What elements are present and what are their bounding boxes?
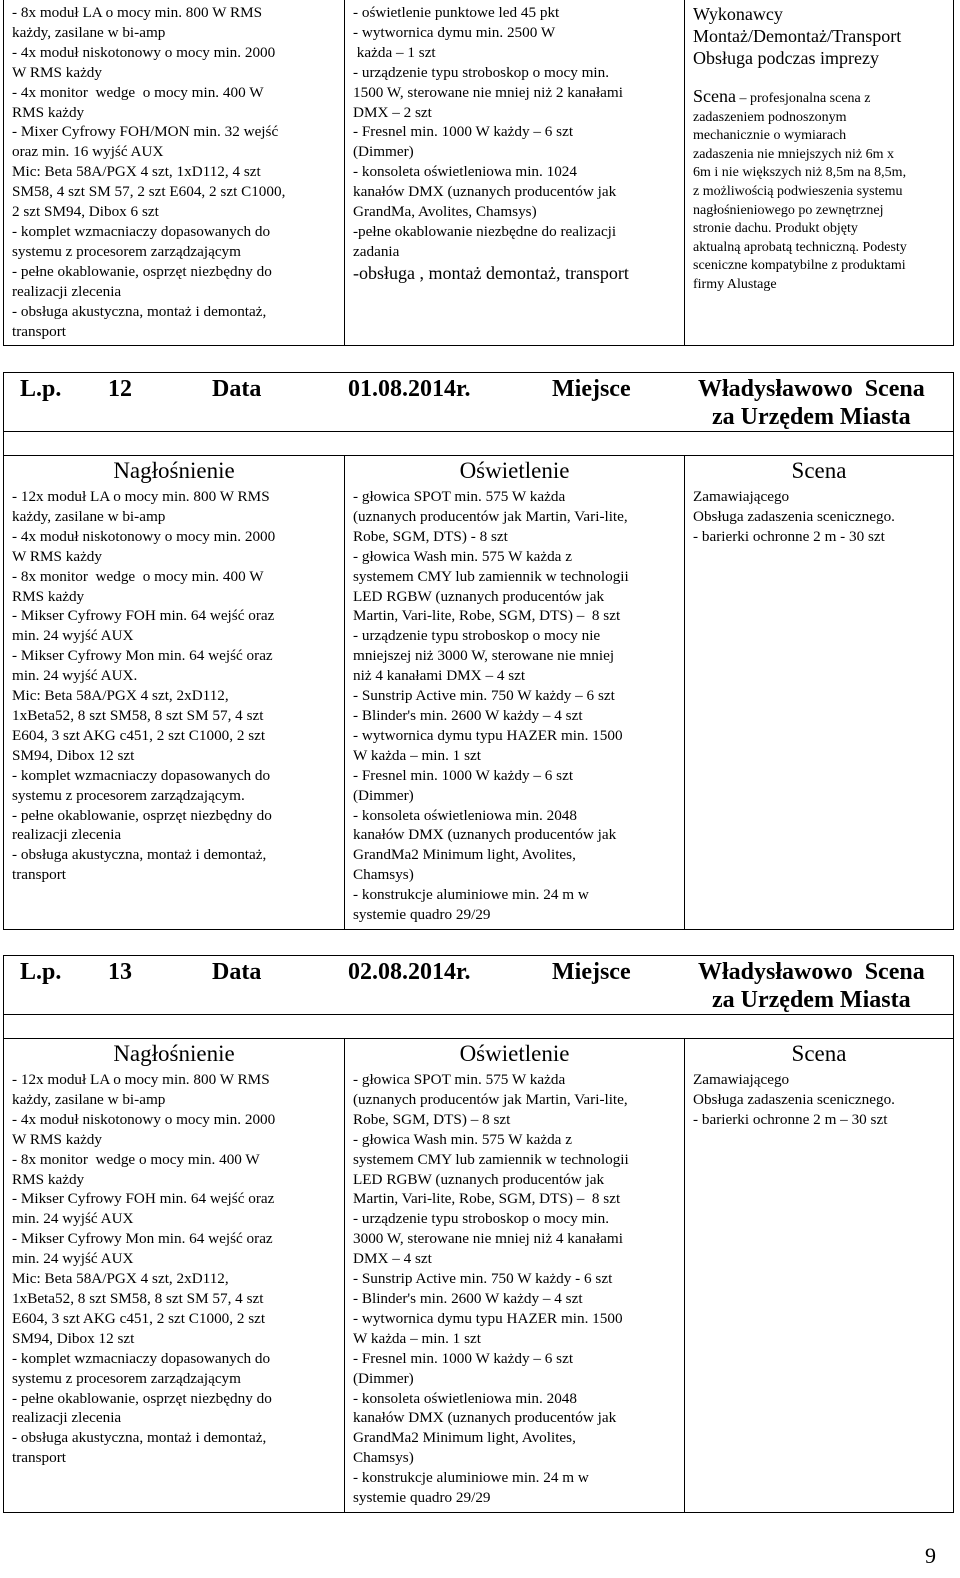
text-line: W RMS każdy — [12, 63, 102, 81]
entry-12-miejsce-label: Miejsce — [552, 376, 631, 402]
text-line: mechanicznie o wymiarach — [693, 128, 847, 144]
text-line: - wytwornica dymu typu HAZER min. 1500 — [353, 1309, 623, 1327]
entry-13-scena-lines — [693, 1070, 945, 1130]
text-line: kanałów DMX (uznanych producentów jak — [353, 1409, 617, 1427]
text-line: 1500 W, sterowane nie mniej niż 2 kanałami — [353, 83, 623, 101]
page-number: 9 — [925, 1543, 936, 1568]
text-line: - Mixer Cyfrowy FOH/MON min. 32 wejść — [12, 123, 279, 141]
entry-13-oswietlenie-cell — [345, 1067, 685, 1512]
text-line: RMS każdy — [12, 1170, 85, 1188]
text-line: - pełne okablowanie, osprzęt niezbędny do — [12, 806, 272, 824]
entry-13-scena-cell — [685, 1067, 954, 1512]
text-line: W każda – min. 1 szt — [353, 746, 481, 764]
text-line: SM94, Dibox 12 szt — [12, 1329, 135, 1347]
entry-12-header — [4, 373, 954, 432]
text-line: Chamsys) — [353, 1449, 414, 1467]
entry-12-lp-label: L.p. — [20, 376, 62, 402]
text-line: - pełne okablowanie, osprzęt niezbędny do — [12, 262, 272, 280]
text-line: SM58, 4 szt SM 57, 2 szt E604, 2 szt C1000, — [12, 183, 286, 201]
entry-13-date: 02.08.2014r. — [348, 959, 471, 985]
text-line: LED RGBW (uznanych producentów jak — [353, 587, 605, 605]
text-line: E604, 3 szt AKG c451, 2 szt C1000, 2 szt — [12, 1309, 266, 1327]
text-line: każda – 1 szt — [353, 43, 436, 61]
entry-12-blank-row — [4, 432, 954, 456]
text-line: - pełne okablowanie, osprzęt niezbędny do — [12, 1389, 272, 1407]
entry-12-table — [3, 372, 954, 930]
text-line: Martin, Vari-lite, Robe, SGM, DTS) – 8 szt — [353, 1190, 621, 1208]
text-line: kanałów DMX (uznanych producentów jak — [353, 183, 617, 201]
entry-13-data-label: Data — [212, 959, 262, 985]
text-line: Mic: Beta 58A/PGX 4 szt, 1xD112, 4 szt — [12, 163, 261, 181]
text-line: LED RGBW (uznanych producentów jak — [353, 1170, 605, 1188]
entry-12-oswietlenie-cell — [345, 484, 685, 929]
text-line: systemie quadro 29/29 — [353, 906, 491, 924]
top-oswietlenie-cell — [345, 0, 685, 346]
top-naglosnienie-cell — [4, 0, 345, 346]
entry-13-col-scena: Scena — [685, 1039, 954, 1068]
text-line: transport — [12, 1449, 66, 1467]
text-line: - wytwornica dymu min. 2500 W — [353, 23, 556, 41]
text-line: - urządzenie typu stroboskop o mocy min. — [353, 63, 610, 81]
text-line: - 8x monitor wedge o mocy min. 400 W — [12, 567, 264, 585]
entry-13-lp: 13 — [108, 959, 132, 985]
text-line: transport — [12, 866, 66, 884]
text-line: Chamsys) — [353, 866, 414, 884]
entry-13-col-naglosnienie: Nagłośnienie — [4, 1039, 345, 1068]
text-line: - obsługa akustyczna, montaż i demontaż, — [12, 846, 267, 864]
text-line: min. 24 wyjść AUX. — [12, 667, 138, 685]
top-scena-head — [693, 3, 945, 69]
text-line: - oświetlenie punktowe led 45 pkt — [353, 4, 560, 21]
text-line: Obsługa podczas imprezy — [693, 48, 879, 68]
top-oswietlenie-lines — [353, 3, 676, 262]
text-line: min. 24 wyjść AUX — [12, 1210, 134, 1228]
text-line: - Fresnel min. 1000 W każdy – 6 szt — [353, 1349, 574, 1367]
text-line: - głowica SPOT min. 575 W każda — [353, 488, 566, 505]
text-line: Zamawiającego — [693, 1071, 790, 1088]
text-line: - konstrukcje aluminiowe min. 24 m w — [353, 1469, 589, 1487]
top-scena-label: Scena — [693, 86, 736, 106]
text-line: - 4x monitor wedge o mocy min. 400 W — [12, 83, 264, 101]
entry-12-naglosnienie-cell — [4, 484, 345, 929]
text-line: (uznanych producentów jak Martin, Vari-lite, — [353, 507, 628, 525]
entry-13-oswietlenie-lines — [353, 1070, 676, 1508]
text-line: - wytwornica dymu typu HAZER min. 1500 — [353, 726, 623, 744]
text-line: oraz min. 16 wyjść AUX — [12, 143, 164, 161]
text-line: min. 24 wyjść AUX — [12, 627, 134, 645]
text-line: (Dimmer) — [353, 786, 414, 804]
text-line: - obsługa akustyczna, montaż i demontaż, — [12, 302, 267, 320]
text-line: - konstrukcje aluminiowe min. 24 m w — [353, 886, 589, 904]
text-line: systemie quadro 29/29 — [353, 1489, 491, 1507]
text-line: W RMS każdy — [12, 547, 102, 565]
text-line: - 8x moduł LA o mocy min. 800 W RMS — [12, 4, 263, 21]
text-line: SM94, Dibox 12 szt — [12, 746, 135, 764]
text-line: - barierki ochronne 2 m - 30 szt — [693, 527, 885, 545]
text-line: - Sunstrip Active min. 750 W każdy - 6 szt — [353, 1270, 613, 1288]
entry-13-miejsce-1: Władysławowo Scena — [698, 959, 925, 985]
text-line: Zamawiającego — [693, 488, 790, 505]
text-line: sceniczne kompatybilne z produktami — [693, 258, 906, 274]
entry-12-miejsce-1: Władysławowo Scena — [698, 376, 925, 402]
entry-12-col-scena: Scena — [685, 456, 954, 485]
text-line: zadaszenia nie mniejszych niż 6m x — [693, 146, 894, 162]
text-line: (uznanych producentów jak Martin, Vari-lite, — [353, 1090, 628, 1108]
text-line: - 12x moduł LA o mocy min. 800 W RMS — [12, 488, 270, 505]
text-line: -pełne okablowanie niezbędne do realizacji — [353, 222, 617, 240]
text-line: GrandMa2 Minimum light, Avolites, — [353, 1429, 576, 1447]
entry-12-data-label: Data — [212, 376, 262, 402]
entry-13-table — [3, 955, 954, 1513]
text-line: każdy, zasilane w bi-amp — [12, 1090, 166, 1108]
entry-12-miejsce-2: za Urzędem Miasta — [712, 404, 911, 430]
text-line: systemu z procesorem zarządzającym. — [12, 786, 245, 804]
text-line: 2 szt SM94, Dibox 6 szt — [12, 203, 159, 221]
text-line: - 12x moduł LA o mocy min. 800 W RMS — [12, 1071, 270, 1088]
text-line: niż 4 kanałami DMX – 4 szt — [353, 667, 526, 685]
text-line: transport — [12, 322, 66, 340]
text-line: - urządzenie typu stroboskop o mocy nie — [353, 627, 601, 645]
text-line: (Dimmer) — [353, 1369, 414, 1387]
text-line: Robe, SGM, DTS) – 8 szt — [353, 1110, 511, 1128]
text-line: realizacji zlecenia — [12, 1409, 122, 1427]
text-line: W RMS każdy — [12, 1130, 102, 1148]
text-line: E604, 3 szt AKG c451, 2 szt C1000, 2 szt — [12, 726, 266, 744]
text-line: Wykonawcy — [693, 4, 783, 24]
text-line: systemu z procesorem zarządzającym — [12, 242, 241, 260]
text-line: - Fresnel min. 1000 W każdy – 6 szt — [353, 123, 574, 141]
text-line: każdy, zasilane w bi-amp — [12, 507, 166, 525]
text-line: Montaż/Demontaż/Transport — [693, 26, 902, 46]
text-line: Mic: Beta 58A/PGX 4 szt, 2xD112, — [12, 687, 229, 705]
text-line: (Dimmer) — [353, 143, 414, 161]
entry-12-col-naglosnienie: Nagłośnienie — [4, 456, 345, 485]
entry-13-naglosnienie-lines — [12, 1070, 336, 1468]
text-line: - barierki ochronne 2 m – 30 szt — [693, 1110, 888, 1128]
text-line: - urządzenie typu stroboskop o mocy min. — [353, 1210, 610, 1228]
entry-12-oswietlenie-lines — [353, 487, 676, 925]
text-line: DMX – 4 szt — [353, 1250, 432, 1268]
text-line: - głowica Wash min. 575 W każda z — [353, 547, 572, 565]
text-line: 6m i nie większych niż 8,5m na 8,5m, — [693, 165, 907, 181]
entry-12-scena-cell — [685, 484, 954, 929]
text-line: Martin, Vari-lite, Robe, SGM, DTS) – 8 szt — [353, 607, 621, 625]
text-line: nagłośnieniowego po zewnętrznej — [693, 202, 884, 218]
text-line: W każda – min. 1 szt — [353, 1329, 481, 1347]
top-table — [3, 0, 954, 346]
entry-13-blank-row — [4, 1015, 954, 1039]
text-line: - komplet wzmacniaczy dopasowanych do — [12, 222, 271, 240]
top-oswietlenie-last: -obsługa , montaż demontaż, transport — [353, 262, 629, 283]
entry-12-lp: 12 — [108, 376, 132, 402]
entry-13-miejsce-2: za Urzędem Miasta — [712, 987, 911, 1013]
top-scena-first — [693, 85, 945, 109]
text-line: RMS każdy — [12, 103, 85, 121]
text-line: Obsługa zadaszenia scenicznego. — [693, 507, 895, 525]
text-line: min. 24 wyjść AUX — [12, 1250, 134, 1268]
text-line: - Fresnel min. 1000 W każdy – 6 szt — [353, 766, 574, 784]
text-line: realizacji zlecenia — [12, 826, 122, 844]
top-scena-lines — [693, 109, 945, 295]
text-line: mniejszej niż 3000 W, sterowane nie mniej — [353, 647, 615, 665]
text-line: - komplet wzmacniaczy dopasowanych do — [12, 1349, 271, 1367]
text-line: - konsoleta oświetleniowa min. 1024 — [353, 163, 577, 181]
text-line: Mic: Beta 58A/PGX 4 szt, 2xD112, — [12, 1270, 229, 1288]
text-line: - 8x monitor wedge o mocy min. 400 W — [12, 1150, 260, 1168]
text-line: - Mikser Cyfrowy Mon min. 64 wejść oraz — [12, 647, 273, 665]
entry-13-miejsce-label: Miejsce — [552, 959, 631, 985]
top-naglosnienie-lines — [12, 3, 336, 341]
text-line: systemem CMY lub zamiennik w technologii — [353, 1150, 629, 1168]
text-line: kanałów DMX (uznanych producentów jak — [353, 826, 617, 844]
text-line: realizacji zlecenia — [12, 282, 122, 300]
text-line: - 4x moduł niskotonowy o mocy min. 2000 — [12, 43, 276, 61]
entry-12-naglosnienie-lines — [12, 487, 336, 885]
text-line: - 4x moduł niskotonowy o mocy min. 2000 — [12, 1110, 276, 1128]
text-line: - Mikser Cyfrowy FOH min. 64 wejść oraz — [12, 1190, 275, 1208]
entry-13-lp-label: L.p. — [20, 959, 62, 985]
text-line: - głowica SPOT min. 575 W każda — [353, 1071, 566, 1088]
text-line: - konsoleta oświetleniowa min. 2048 — [353, 806, 577, 824]
entry-12-col-oswietlenie: Oświetlenie — [345, 456, 685, 485]
entry-12-date: 01.08.2014r. — [348, 376, 471, 402]
text-line: GrandMa, Avolites, Chamsys) — [353, 203, 537, 221]
text-line: - 4x moduł niskotonowy o mocy min. 2000 — [12, 527, 276, 545]
text-line: Obsługa zadaszenia scenicznego. — [693, 1090, 895, 1108]
text-line: - Blinder's min. 2600 W każdy – 4 szt — [353, 1289, 583, 1307]
text-line: zadaszeniem podnoszonym — [693, 109, 847, 125]
text-line: każdy, zasilane w bi-amp — [12, 23, 166, 41]
text-line: systemu z procesorem zarządzającym — [12, 1369, 241, 1387]
text-line: - komplet wzmacniaczy dopasowanych do — [12, 766, 271, 784]
entry-12-scena-lines — [693, 487, 945, 547]
text-line: zadania — [353, 242, 400, 260]
text-line: DMX – 2 szt — [353, 103, 432, 121]
text-line: - obsługa akustyczna, montaż i demontaż, — [12, 1429, 267, 1447]
text-line: aktualną aprobatą techniczną. Podesty — [693, 239, 907, 255]
entry-13-header — [4, 956, 954, 1015]
text-line: Robe, SGM, DTS) - 8 szt — [353, 527, 508, 545]
text-line: GrandMa2 Minimum light, Avolites, — [353, 846, 576, 864]
top-scena-first-text: – profesjonalna scena z — [735, 91, 871, 106]
text-line: stronie dachu. Produkt objęty — [693, 221, 858, 237]
text-line: firmy Alustage — [693, 276, 777, 292]
text-line: 1xBeta52, 8 szt SM58, 8 szt SM 57, 4 szt — [12, 1289, 264, 1307]
text-line: - Sunstrip Active min. 750 W każdy – 6 szt — [353, 687, 615, 705]
text-line: - Mikser Cyfrowy Mon min. 64 wejść oraz — [12, 1230, 273, 1248]
text-line: 3000 W, sterowane nie mniej niż 4 kanałami — [353, 1230, 623, 1248]
top-scena-cell — [685, 0, 954, 346]
text-line: - głowica Wash min. 575 W każda z — [353, 1130, 572, 1148]
text-line: - Mikser Cyfrowy FOH min. 64 wejść oraz — [12, 607, 275, 625]
text-line: - konsoleta oświetleniowa min. 2048 — [353, 1389, 577, 1407]
entry-13-col-oswietlenie: Oświetlenie — [345, 1039, 685, 1068]
text-line: 1xBeta52, 8 szt SM58, 8 szt SM 57, 4 szt — [12, 706, 264, 724]
text-line: z możliwością podwieszenia systemu — [693, 183, 903, 199]
entry-13-naglosnienie-cell — [4, 1067, 345, 1512]
text-line: - Blinder's min. 2600 W każdy – 4 szt — [353, 706, 583, 724]
text-line: systemem CMY lub zamiennik w technologii — [353, 567, 629, 585]
text-line: RMS każdy — [12, 587, 85, 605]
